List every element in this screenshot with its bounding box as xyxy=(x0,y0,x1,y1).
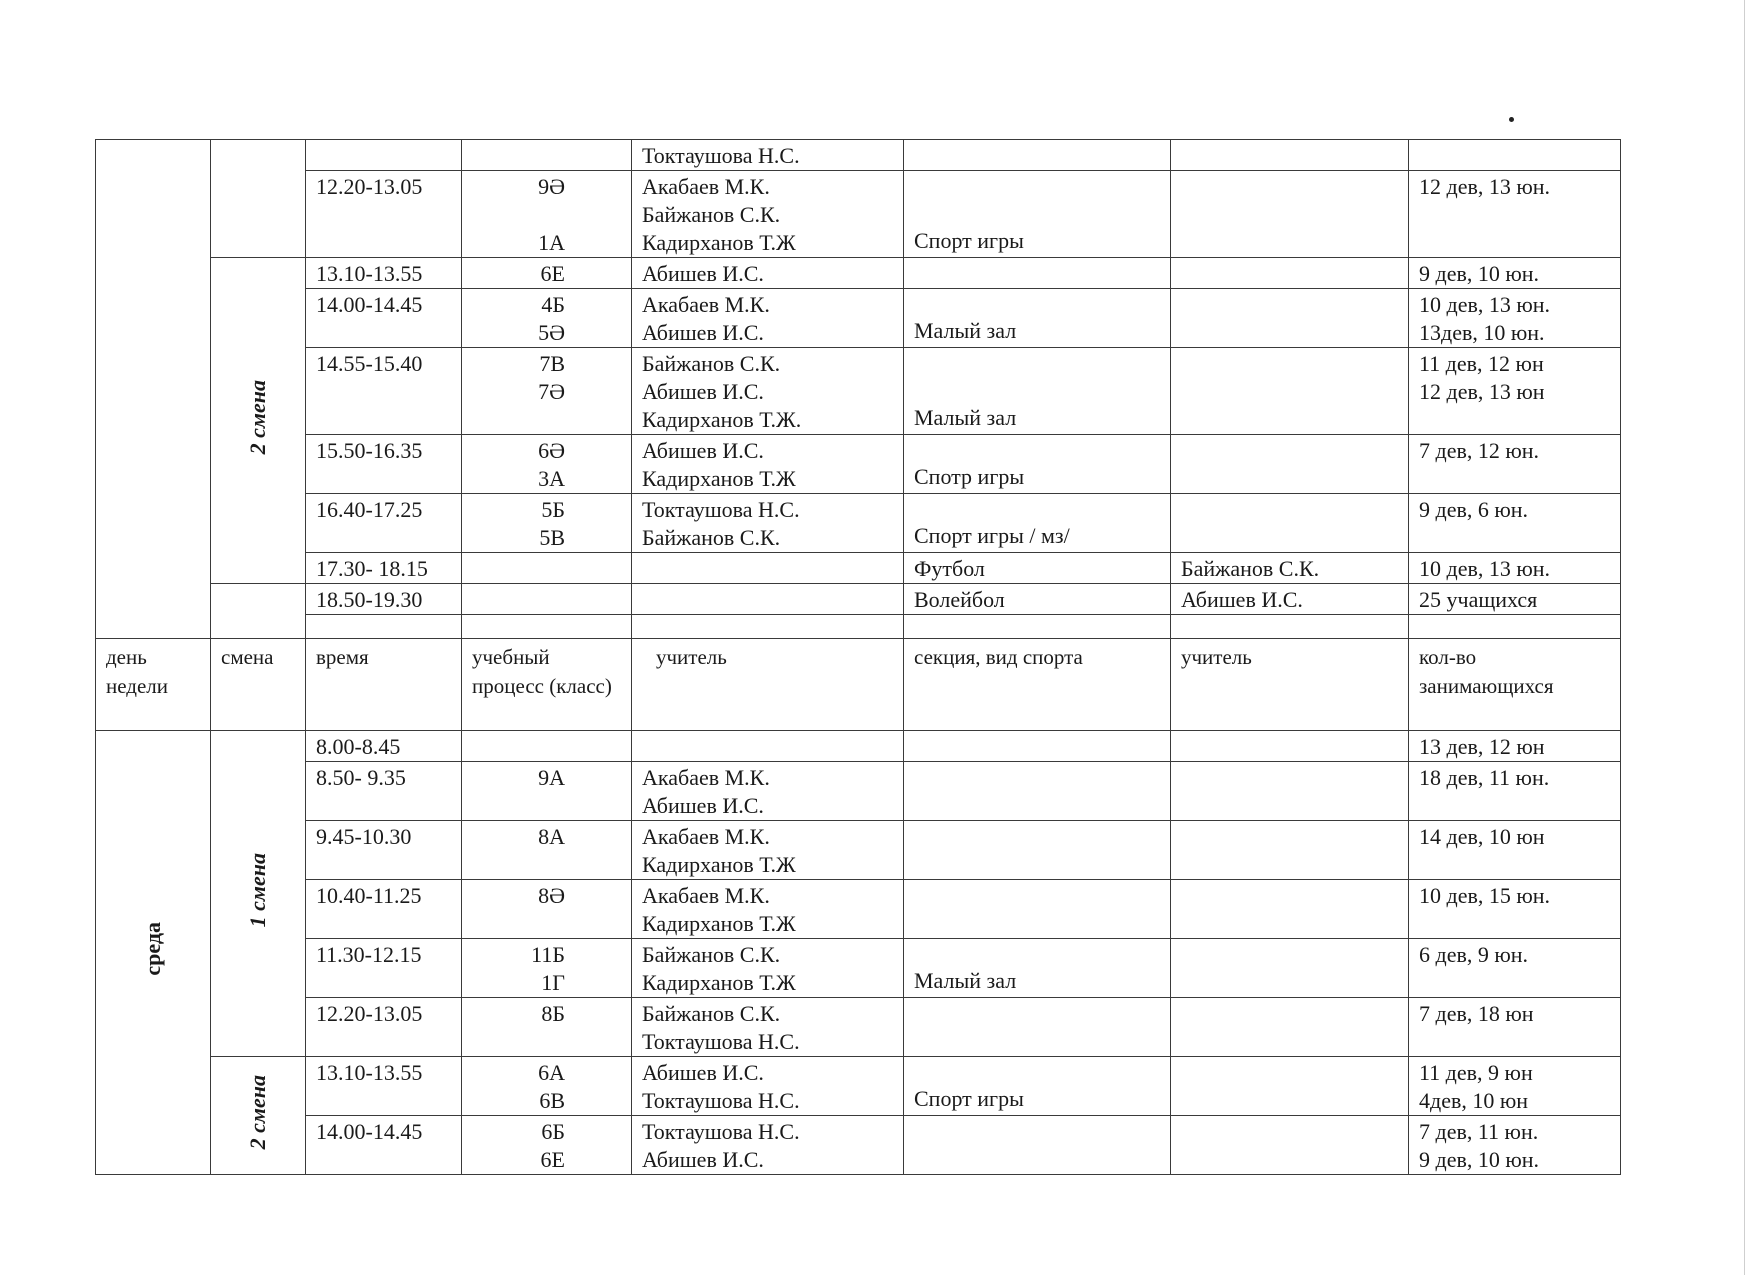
count-cell xyxy=(1409,762,1621,821)
day-cell-previous xyxy=(96,140,211,639)
teacher2-cell xyxy=(1171,939,1409,998)
teacher-name: Акабаев М.К. xyxy=(642,292,770,317)
section-cell xyxy=(904,348,1171,435)
teacher-cell xyxy=(632,171,904,258)
teacher-cell xyxy=(632,762,904,821)
class-label: 7Ә xyxy=(538,379,565,404)
teacher2-cell xyxy=(1171,1057,1409,1116)
teacher-cell xyxy=(632,348,904,435)
count-value: 10 дев, 13 юн. xyxy=(1419,292,1551,317)
table-row xyxy=(96,762,1621,821)
cell-text: 8.50- 9.35 xyxy=(316,765,406,790)
cell-text: смена xyxy=(221,645,274,669)
class-label: 6В xyxy=(539,1088,565,1113)
count-value: 7 дев, 18 юн xyxy=(1419,1001,1534,1026)
teacher-name: Акабаев М.К. xyxy=(642,174,770,199)
class-label: 6Е xyxy=(540,1147,565,1172)
time-cell xyxy=(306,998,462,1057)
count-cell xyxy=(1409,880,1621,939)
class-label: 1А xyxy=(538,230,565,255)
teacher-name: Токтаушова Н.С. xyxy=(642,1088,800,1113)
time-cell xyxy=(306,258,462,289)
cell-text: секция, вид спорта xyxy=(914,645,1083,669)
class-label: 6Ә xyxy=(538,438,565,463)
class-label: 9Ә xyxy=(538,174,565,199)
teacher2-cell xyxy=(1171,171,1409,258)
shift1-cell-label: 1 смена xyxy=(245,852,270,928)
class-cell xyxy=(462,289,632,348)
header-shift xyxy=(211,639,306,731)
time-cell xyxy=(306,435,462,494)
teacher-name: Абишев И.С. xyxy=(642,1147,764,1172)
empty-cell xyxy=(306,615,462,639)
shift2-cell-wednesday xyxy=(211,1057,306,1175)
teacher-cell xyxy=(632,289,904,348)
teacher2-cell xyxy=(1171,553,1409,584)
cell-text: 18.50-19.30 xyxy=(316,587,423,612)
day-cell-wednesday-label: среда xyxy=(140,922,165,976)
cell-text: 14.00-14.45 xyxy=(316,1119,423,1144)
class-cell xyxy=(462,584,632,615)
teacher-name: Токтаушова Н.С. xyxy=(642,1119,800,1144)
time-cell xyxy=(306,939,462,998)
time-cell xyxy=(306,289,462,348)
header-teacher2 xyxy=(1171,639,1409,731)
header-day xyxy=(96,639,211,731)
teacher-cell xyxy=(632,939,904,998)
header-count xyxy=(1409,639,1621,731)
teacher-name: Кадирханов Т.Ж xyxy=(642,911,796,936)
teacher2-cell xyxy=(1171,880,1409,939)
class-cell xyxy=(462,821,632,880)
time-cell xyxy=(306,880,462,939)
count-cell xyxy=(1409,348,1621,435)
teacher-cell xyxy=(632,731,904,762)
teacher-name: Токтаушова Н.С. xyxy=(642,143,800,168)
class-label: 6Б xyxy=(541,1119,565,1144)
cell-text: Байжанов С.К. xyxy=(1181,556,1320,581)
count-cell xyxy=(1409,435,1621,494)
table-row xyxy=(96,494,1621,553)
class-cell xyxy=(462,140,632,171)
class-label: 7В xyxy=(539,351,565,376)
shift-cell-evening xyxy=(211,584,306,639)
cell-text: 15.50-16.35 xyxy=(316,438,423,463)
count-value: 7 дев, 12 юн. xyxy=(1419,438,1540,463)
teacher-name: Байжанов С.К. xyxy=(642,202,781,227)
cell-text: 16.40-17.25 xyxy=(316,497,423,522)
count-value: 9 дев, 10 юн. xyxy=(1419,261,1540,286)
time-cell xyxy=(306,553,462,584)
cell-text: Малый зал xyxy=(914,318,1017,343)
cell-text: 11.30-12.15 xyxy=(316,942,422,967)
count-value: 10 дев, 13 юн. xyxy=(1419,556,1551,581)
class-cell xyxy=(462,939,632,998)
class-label: 1Г xyxy=(541,970,565,995)
cell-text: 14.55-15.40 xyxy=(316,351,423,376)
cell-text: учитель xyxy=(1181,645,1252,669)
cell-text: Спорт игры xyxy=(914,1086,1024,1111)
header-process xyxy=(462,639,632,731)
cell-text: 13.10-13.55 xyxy=(316,261,423,286)
count-value: 25 учащихся xyxy=(1419,587,1538,612)
scan-dot xyxy=(1509,117,1514,122)
section-cell xyxy=(904,731,1171,762)
table-row xyxy=(96,435,1621,494)
teacher-cell xyxy=(632,553,904,584)
teacher2-cell xyxy=(1171,289,1409,348)
class-cell xyxy=(462,880,632,939)
teacher2-cell xyxy=(1171,821,1409,880)
teacher2-cell xyxy=(1171,731,1409,762)
cell-text: 14.00-14.45 xyxy=(316,292,423,317)
shift2-cell xyxy=(211,258,306,584)
schedule-table xyxy=(95,139,1621,1175)
class-label: 9А xyxy=(538,765,565,790)
count-cell xyxy=(1409,998,1621,1057)
teacher2-cell xyxy=(1171,435,1409,494)
teacher-name: Абишев И.С. xyxy=(642,379,764,404)
teacher-name: Акабаев М.К. xyxy=(642,824,770,849)
count-cell xyxy=(1409,553,1621,584)
table-row xyxy=(96,553,1621,584)
count-cell xyxy=(1409,1057,1621,1116)
cell-text: 13.10-13.55 xyxy=(316,1060,423,1085)
cell-text: Спорт игры xyxy=(914,228,1024,253)
teacher2-cell xyxy=(1171,258,1409,289)
class-cell xyxy=(462,258,632,289)
count-value: 10 дев, 15 юн. xyxy=(1419,883,1551,908)
table-row xyxy=(96,584,1621,615)
teacher-cell xyxy=(632,1116,904,1175)
table-row xyxy=(96,171,1621,258)
table-row xyxy=(96,348,1621,435)
table-row xyxy=(96,939,1621,998)
count-value: 13дев, 10 юн. xyxy=(1419,320,1545,345)
empty-cell xyxy=(1171,615,1409,639)
time-cell xyxy=(306,1116,462,1175)
shift2-cell-wednesday-label: 2 смена xyxy=(245,1074,270,1150)
count-value: 14 дев, 10 юн xyxy=(1419,824,1545,849)
teacher-cell xyxy=(632,258,904,289)
teacher-name: Токтаушова Н.С. xyxy=(642,497,800,522)
header-time xyxy=(306,639,462,731)
count-value: 7 дев, 11 юн. xyxy=(1419,1119,1539,1144)
class-label: 4Б xyxy=(541,292,565,317)
table-row xyxy=(96,731,1621,762)
section-cell xyxy=(904,821,1171,880)
class-cell xyxy=(462,494,632,553)
table-row xyxy=(96,140,1621,171)
class-cell xyxy=(462,1057,632,1116)
class-label: 5Ә xyxy=(538,320,565,345)
section-cell xyxy=(904,762,1171,821)
section-cell xyxy=(904,998,1171,1057)
count-value: 18 дев, 11 юн. xyxy=(1419,765,1550,790)
header-section xyxy=(904,639,1171,731)
cell-text: Малый зал xyxy=(914,405,1017,430)
class-label: 3А xyxy=(538,466,565,491)
cell-text: кол-во занимающихся xyxy=(1419,645,1554,698)
teacher2-cell xyxy=(1171,494,1409,553)
shift1-cell xyxy=(211,731,306,1057)
class-cell xyxy=(462,435,632,494)
table-row xyxy=(96,289,1621,348)
teacher-cell xyxy=(632,435,904,494)
class-label: 6А xyxy=(538,1060,565,1085)
shift-cell-previous xyxy=(211,140,306,258)
section-cell xyxy=(904,553,1171,584)
day-cell-wednesday xyxy=(96,731,211,1175)
count-cell xyxy=(1409,1116,1621,1175)
class-label: 5Б xyxy=(541,497,565,522)
time-cell xyxy=(306,1057,462,1116)
class-label xyxy=(472,201,565,229)
header-row xyxy=(96,639,1621,731)
class-cell xyxy=(462,553,632,584)
time-cell xyxy=(306,762,462,821)
table-row xyxy=(96,1116,1621,1175)
class-label: 8Ә xyxy=(538,883,565,908)
count-value: 12 дев, 13 юн xyxy=(1419,379,1545,404)
teacher-name: Абишев И.С. xyxy=(642,438,764,463)
class-cell xyxy=(462,348,632,435)
section-cell xyxy=(904,939,1171,998)
time-cell xyxy=(306,494,462,553)
count-value: 11 дев, 12 юн xyxy=(1419,351,1544,376)
count-cell xyxy=(1409,494,1621,553)
table-row xyxy=(96,998,1621,1057)
teacher-name: Кадирханов Т.Ж xyxy=(642,852,796,877)
cell-text: Спотр игры xyxy=(914,464,1025,489)
teacher-cell xyxy=(632,140,904,171)
teacher2-cell xyxy=(1171,998,1409,1057)
cell-text: Футбол xyxy=(914,556,985,581)
cell-text: 10.40-11.25 xyxy=(316,883,422,908)
class-label: 5В xyxy=(539,525,565,550)
teacher-name: Абишев И.С. xyxy=(642,1060,764,1085)
class-cell xyxy=(462,998,632,1057)
teacher2-cell xyxy=(1171,1116,1409,1175)
time-cell xyxy=(306,348,462,435)
empty-cell xyxy=(904,615,1171,639)
table-row xyxy=(96,821,1621,880)
count-value: 12 дев, 13 юн. xyxy=(1419,174,1551,199)
teacher-name: Токтаушова Н.С. xyxy=(642,1029,800,1054)
cell-text: Малый зал xyxy=(914,968,1017,993)
count-value: 6 дев, 9 юн. xyxy=(1419,942,1529,967)
cell-text: Спорт игры / мз/ xyxy=(914,523,1070,548)
teacher-name: Кадирханов Т.Ж xyxy=(642,230,796,255)
empty-cell xyxy=(632,615,904,639)
teacher2-cell xyxy=(1171,762,1409,821)
count-value: 11 дев, 9 юн xyxy=(1419,1060,1533,1085)
page-edge-line xyxy=(1744,0,1745,1275)
teacher-name: Абишев И.С. xyxy=(642,793,764,818)
cell-text: Абишев И.С. xyxy=(1181,587,1303,612)
section-cell xyxy=(904,880,1171,939)
teacher-name: Абишев И.С. xyxy=(642,320,764,345)
section-cell xyxy=(904,171,1171,258)
cell-text: учитель xyxy=(656,645,727,669)
teacher-name: Байжанов С.К. xyxy=(642,525,781,550)
section-cell xyxy=(904,140,1171,171)
cell-text: Волейбол xyxy=(914,587,1005,612)
teacher2-cell xyxy=(1171,348,1409,435)
teacher-name: Кадирханов Т.Ж xyxy=(642,466,796,491)
class-cell xyxy=(462,731,632,762)
count-cell xyxy=(1409,584,1621,615)
class-cell xyxy=(462,1116,632,1175)
section-cell xyxy=(904,584,1171,615)
table-row xyxy=(96,880,1621,939)
empty-cell xyxy=(1409,615,1621,639)
teacher-name: Абишев И.С. xyxy=(642,261,764,286)
table-row xyxy=(96,258,1621,289)
count-value: 4дев, 10 юн xyxy=(1419,1088,1529,1113)
class-label: 8Б xyxy=(541,1001,565,1026)
cell-text: день недели xyxy=(106,645,169,698)
teacher-name: Кадирханов Т.Ж. xyxy=(642,407,802,432)
cell-text: время xyxy=(316,645,369,669)
section-cell xyxy=(904,1057,1171,1116)
class-label: 8А xyxy=(538,824,565,849)
count-value: 13 дев, 12 юн xyxy=(1419,734,1545,759)
teacher-name: Акабаев М.К. xyxy=(642,765,770,790)
count-cell xyxy=(1409,821,1621,880)
section-cell xyxy=(904,258,1171,289)
teacher2-cell xyxy=(1171,140,1409,171)
table-row-empty xyxy=(96,615,1621,639)
shift2-cell-label: 2 смена xyxy=(245,379,270,455)
count-cell xyxy=(1409,939,1621,998)
class-cell xyxy=(462,171,632,258)
section-cell xyxy=(904,494,1171,553)
class-label: 6Е xyxy=(540,261,565,286)
count-value: 9 дев, 10 юн. xyxy=(1419,1147,1540,1172)
cell-text: 12.20-13.05 xyxy=(316,1001,423,1026)
time-cell xyxy=(306,140,462,171)
teacher2-cell xyxy=(1171,584,1409,615)
class-label: 11Б xyxy=(531,942,565,967)
teacher-name: Кадирханов Т.Ж xyxy=(642,970,796,995)
teacher-name: Акабаев М.К. xyxy=(642,883,770,908)
section-cell xyxy=(904,289,1171,348)
class-cell xyxy=(462,762,632,821)
teacher-cell xyxy=(632,998,904,1057)
count-cell xyxy=(1409,731,1621,762)
count-cell xyxy=(1409,258,1621,289)
section-cell xyxy=(904,435,1171,494)
cell-text: 9.45-10.30 xyxy=(316,824,412,849)
count-cell xyxy=(1409,140,1621,171)
empty-cell xyxy=(462,615,632,639)
count-cell xyxy=(1409,171,1621,258)
cell-text: 17.30- 18.15 xyxy=(316,556,428,581)
teacher-cell xyxy=(632,494,904,553)
table-row xyxy=(96,1057,1621,1116)
time-cell xyxy=(306,821,462,880)
teacher-name: Байжанов С.К. xyxy=(642,1001,781,1026)
count-cell xyxy=(1409,289,1621,348)
cell-text: 8.00-8.45 xyxy=(316,734,401,759)
count-value: 9 дев, 6 юн. xyxy=(1419,497,1529,522)
teacher-cell xyxy=(632,821,904,880)
teacher-cell xyxy=(632,584,904,615)
section-cell xyxy=(904,1116,1171,1175)
teacher-cell xyxy=(632,1057,904,1116)
cell-text: учебный процесс (класс) xyxy=(472,645,612,698)
header-teacher xyxy=(632,639,904,731)
teacher-name: Байжанов С.К. xyxy=(642,351,781,376)
cell-text: 12.20-13.05 xyxy=(316,174,423,199)
time-cell xyxy=(306,584,462,615)
time-cell xyxy=(306,171,462,258)
teacher-name: Байжанов С.К. xyxy=(642,942,781,967)
teacher-cell xyxy=(632,880,904,939)
time-cell xyxy=(306,731,462,762)
